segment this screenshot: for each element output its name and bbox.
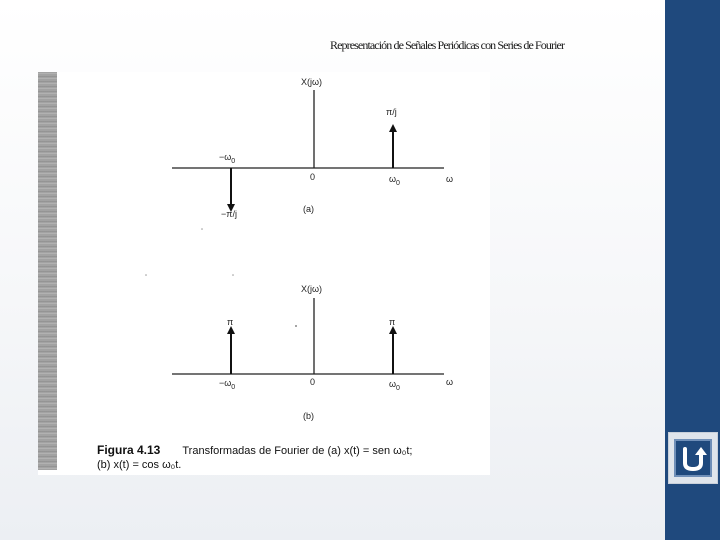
plot-b-tick-neg: $-\omega_0$ bbox=[219, 378, 236, 391]
plot-b-impulse-right-label: π bbox=[389, 317, 396, 327]
slide-title: Representación de Señales Periódicas con Series de Fourier bbox=[330, 38, 565, 52]
figure-number: Figura 4.13 bbox=[97, 443, 161, 457]
plot-b-tick-pos: $\omega_0$ bbox=[389, 379, 400, 392]
return-button[interactable] bbox=[668, 432, 718, 484]
plot-b-impulse-left-label: π bbox=[227, 317, 234, 327]
plot-a-impulse-neg-label: −π/j bbox=[221, 209, 237, 219]
plot-a-tick-zero: 0 bbox=[310, 172, 316, 182]
caption-line-2: (b) x(t) = cos ω₀t. bbox=[97, 459, 182, 471]
plot-a-tick-pos: $\omega_0$ bbox=[389, 174, 400, 187]
plot-b-x-axis-label: ω bbox=[446, 377, 454, 387]
plot-b-panel-label: (b) bbox=[303, 411, 314, 421]
return-arrow-icon bbox=[676, 441, 710, 475]
return-button-face[interactable] bbox=[674, 439, 712, 477]
plot-a-impulse-pos-label: π/j bbox=[386, 107, 397, 117]
figure-caption bbox=[97, 443, 477, 472]
plot-a-tick-neg: $-\omega_0$ bbox=[219, 152, 236, 165]
plot-a-y-axis-label: X(jω) bbox=[301, 77, 323, 87]
plot-b-tick-zero: 0 bbox=[310, 377, 316, 387]
plot-a-x-axis-label: ω bbox=[446, 174, 454, 184]
plot-b-y-axis-label: X(jω) bbox=[301, 284, 323, 294]
plot-a-panel-label: (a) bbox=[303, 204, 314, 214]
caption-line-1: Transformadas de Fourier de (a) x(t) = sen ω₀t; bbox=[182, 445, 413, 457]
